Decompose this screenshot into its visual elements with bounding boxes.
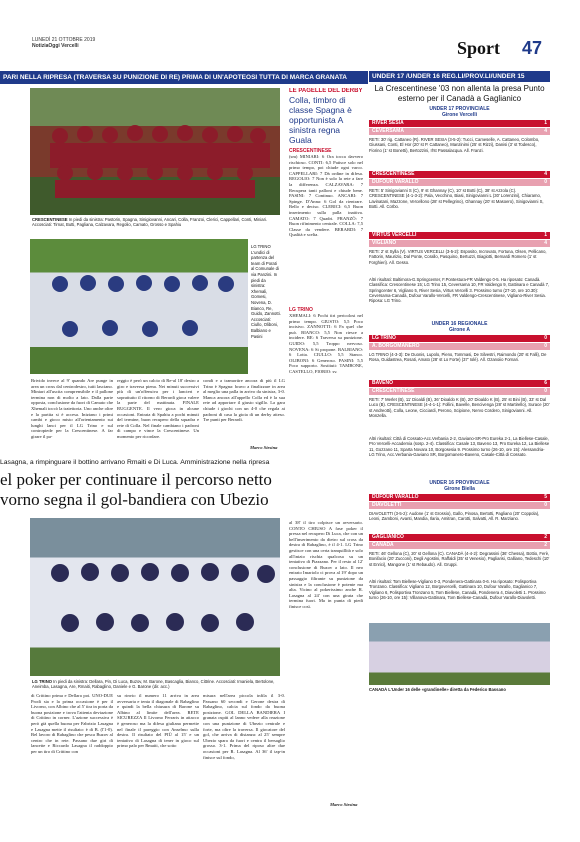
- match7-team1: GAGLIANICO: [372, 534, 404, 540]
- match7-row2: [369, 542, 550, 549]
- match3-row1: [369, 232, 550, 239]
- match3-other: Altri risultati: Baltimora-G.Springcenter, F.Pontestura-FR Valdengo 0-5. Ha riposato: Canadà. Classifica: Crescentinese 15; LG Trino 15, Ceversama 10, FR Valdengo 9, Gattinara e Canadà 7, Springcenter 6, Vigliano 5, River Sesia, Virtus Vercelli 3. Prossimo turno (27-10, ore 10.30): Ceversama-Canadà, Dufour Varallo-Vercelli, FR Valdengo-Crescentinese, Vigliano-River Sesia. Riposa: LG Trino.: [369, 277, 550, 304]
- match2-team2: DUFOUR VARALLO: [372, 179, 419, 185]
- players-illustration-2: [30, 239, 248, 374]
- second-headline-1: el poker per continuare il percorso netto: [0, 470, 272, 489]
- match6-score2: 0: [544, 502, 547, 508]
- match2-row1: [369, 171, 550, 178]
- match2-score1: 4: [544, 171, 547, 177]
- match7-other: Altri risultati: Tom Biellese-Vigliano 0-3, Pondenera-Gattinara 0-6. Ha riposato: Polisportiva Tronzano. Classifica: Vigliano 12, Borgovercelli, Gattinara 10, Dufour Varallo, Gaglianico 7, Vigliano 6, Polisportiva Tronzano 5, Tom Biellese, Canadà, Pondenera 4, Diavoletti 1. Prossimo turno (26-10, ore 15): Villanova-Gattinara, Tom Biellese-Canadà, Dufour Varallo-Diavoletti.: [369, 579, 546, 600]
- sub3: UNDER 16 PROVINCIALE: [429, 480, 490, 486]
- match3-score2: 4: [544, 240, 547, 246]
- photo1-caption-head: CRESCENTINESE: [32, 217, 68, 222]
- photo2-caption: LG TRINO L'undici di partenza del team di Porati al Comunale di via Panzini. In piedi da sinistra: Xhemali, Gomesi, Novena, D. Bianco, Re, Guido, Zannotti. Accosciati: Ciullo, Oliboni, Balbiano e Pasini: [251, 244, 281, 339]
- second-signature: Marco Siesina: [330, 802, 358, 807]
- match1-score2: 4: [544, 128, 547, 134]
- team-photo-crescentinese: [30, 88, 280, 215]
- match6-text: DIAVOLETTI (3-5-2): Audone (1' st Grossio), Gallo, Pinosa, Bertotti, Pagliano (20' Coppola), Leoni, Zamboni, Avanti, Mandia, Ilaria, Amitran, Carotti, Salvatti, All. R. Marziano.: [369, 511, 540, 522]
- match3-team2: VIGLIANO: [372, 240, 397, 246]
- match6-team1: DUFOUR VARALLO: [372, 494, 419, 500]
- match4-row2: [369, 343, 550, 350]
- pagelle-body1: (sm) MINIARI: 6 Ora tocca davvero rischioso. CONTI: 6,5 Patisce solo nel primo tempo, poi chiude ogni varco. CAPPELLARI: 7 Dà ordine in difesa. REGOLIO: 7 Non è solo la rete a fare la differenza. CALZAVARA: 7 Recupera tanti palloni e chiude bene. PASINI: 7 Continuo. ANCARI: 7 Spinge. D'Anna: 6 Gol da rientrare. Bello e deciso. CLERICI: 6,5 Buon inserimento sulla palla inattiva. CAMATO: 7 Quadri. FRANZÒ: 7 Buon rifinimento centrale. COLLA: 7,5 Classe da vendere. BERARDI: 7 Qualità e scelta.: [289, 154, 363, 238]
- photo3-caption-text: In piedi da sinistra: Dellara, Pin, Di Luca, Buzov, M. Barone, Bascaglia, Bianco, Cittrine. Accosciati: Imaniela, Bertolone, Aneimba, Lasagna, Are, Rmaiti, Rabaglino, Daniele e G. Barone (dir. acc.): [32, 679, 275, 690]
- match7-team2: CANADÀ: [372, 542, 394, 548]
- sub1b: Girone Vercelli: [441, 112, 478, 118]
- section-title: Sport: [457, 38, 501, 58]
- page-number: 47: [522, 38, 543, 58]
- second-kicker: Lasagna, a rimpinguare il bottino arrivano Rmaiti e Di Luca. Amministrazione nella ripresa: [0, 459, 270, 466]
- second-body-col-a: di Crittino prima e Dellara poi. UNO-DUE Prodi sia e la prima occasione è per il Livorno, con Albino che al 5' tira in porta da buona posizione e trova l'attenta deviazione di Crittino in corner. L'azione successiva è però già quella buona per Fabrizio Lasagna e Lasagna mette il risultato: è di B. (l'1-0). Bel lavoro di Rabaglino che pesca Buzov al centro che in rete. Passano due giri di lancette e Riccardo Lasagna il raddoppio per un tiro di Crittino con: [31, 693, 113, 754]
- top-body-signature: Marco Siesina: [250, 445, 278, 450]
- match4-team2: A. BORGOMANERO: [372, 343, 420, 349]
- match4-team1: LG TRINO: [372, 335, 396, 341]
- match2-score2: 0: [544, 179, 547, 185]
- header-date: LUNEDÌ 21 OTTOBRE 2019: [32, 37, 96, 43]
- match4-score1: 0: [544, 335, 547, 341]
- match3-team1: VIRTUS VERCELLI: [372, 232, 417, 238]
- canada-caption: CANADÀ L'Under 16 delle «grandinelle» diretta da Federico Bassano: [369, 687, 506, 692]
- header-paper: NotiziaOggi Vercelli: [32, 43, 79, 49]
- match2-row2: [369, 179, 550, 186]
- second-headline-2: vorno segna il gol-bandiera con Ubezio: [0, 490, 269, 509]
- sub3b: Girone Biella: [444, 486, 475, 492]
- match2-team1: CRESCENTINESE: [372, 171, 415, 177]
- match5-row2: [369, 388, 550, 395]
- match4-row1: [369, 335, 550, 342]
- match3-score1: 1: [544, 232, 547, 238]
- right-column: [369, 71, 550, 816]
- match1-text: RETI: 30' rig. Cattaneo (R). RIVER SESIA (3-5-2): Tucci, Cameselle, A. Cattaneo, Colombo, Giussani, Conti, El Hor (20' st P. Cattaneo), Manzinimi (25' st Rizzi), Danisi (3' st Todesco), Fiorino (1' st Bonetti), Bertozzini, Il'st Passalacqua. All. Franzi.: [369, 137, 540, 153]
- right-header: UNDER 17 /UNDER 16 REG.LI/PROV.LI/UNDER 15: [369, 71, 550, 82]
- players-illustration: [30, 88, 280, 215]
- match6-row2: [369, 502, 550, 509]
- top-body-col-b: reggio è però un calcio di Re-al 18' destro a giro e traversa piena. Nei minuti successivi più di un'offensiva per i lancieri e soprattutto il ritorno di Berardi gioca valere la parte del mattinata. FINALE RUGGENTE. Il vero gioca in alcune occasioni. Entrata di Spahiu a pochi minuti del termine, buon recupero della squadra e rete di Colla. Nel finale cambiano i padroni di campo e vince la Crescentinese. Un momento per ricordare.: [117, 378, 199, 439]
- players-illustration-3: [30, 518, 280, 676]
- match1-score1: 1: [544, 120, 547, 126]
- match1-team1: RIVER SESIA: [372, 120, 404, 126]
- match1-team2: CEVERSAMA: [372, 128, 404, 134]
- match7-score1: 2: [544, 534, 547, 540]
- match5-team1: BAVENO: [372, 380, 394, 386]
- second-body-col-c: misura nell'area piccola infila il 3-0. Passano 60 secondi e Gerone destra di Rabaglino, calcia sul fondo da buona posizione. GOL DELLA BANDIERA I granata ospiti al lanno vedere alla reazione con una punizione di Ubezio centrale e forte, ma oltre la traversa. Il giocatore del gol, che arriva di distanza: al 25' sempre Ubezio spara da fuori e centra il bersaglio grosso. 3-1. Prima del riposo altre due occasioni per R. Lasagna. Al 36' il tap-in finisce sul fondo,: [203, 693, 285, 760]
- team-photo-lg-trino-2: [30, 518, 280, 676]
- photo1-caption-text: In piedi da sinistra: Pastorin, Spagna, Sinigiovanni, Ancari, Colla, Franzoi, Clerici, Cappellari, Conti, Miniari. Accosciati: Tirnat, Butti, Pagliana, Calzavara, Regolio, Camato, Grosso e Spahiu: [32, 217, 268, 228]
- match3-text: RETI: 2' st Sylla (V). VIRTUS VERCELLI (3-5-2): Esposito, Incrovato, Fortuna, Olsen, Pellicano, Fattorin, Maurizio, Dal Ponte, Corallo, Pasquino, Bertuzzi, Biagiotti, Bernardi Romero (1' st Forghieri). All. Gesso.: [369, 249, 547, 265]
- photo1-caption: [32, 217, 282, 227]
- match5-score1: 6: [544, 380, 547, 386]
- pagelle-sub: Colla, timbro di classe Spagna è opportunista A sinistra regna Guala: [289, 95, 352, 145]
- photo3-caption: [32, 679, 282, 689]
- match7-score2: 2: [544, 542, 547, 548]
- team-photo-lg-trino: [30, 239, 248, 374]
- canada-photo: [369, 623, 550, 685]
- match5-team2: CRESCENTINESE: [372, 388, 415, 394]
- match5-row1: [369, 380, 550, 387]
- second-body-col-b: su rinvio il numero 11 arriva in area avversaria e tenta il diagonale di Rabaglino e quindi la bella chiusura di Barone su Albino al limite dell'area. RETE SICUREZZA Il Livorno Ferraris in attacco è generoso ma la difesa giuliana permette nel finale il pareggio con Anselmo sulla destra. Il risultato del PIÙ al 15' e un tentativo di Lasagna di tener in gioco sul primo palo per Rmaiti, che sotto: [117, 693, 199, 749]
- second-body-col-d: al 38' il tiro colpisce un avversario. CONTO CHIUSO A fase poker il pressa nel recupero Di Luca, che con un bell'inserimento da dietro sul cross da destra di Rabaglino, è il 4-1. LG Trino gestisce con una certa tranquillità e solo all'inizio rischia qualcosa su un tentativo di Piazzano. Per il resto al 12' conclusione di Buzov a lato. Il neo entrato Imariolo ci prova al 19' dopo un passaggio filtrante su punizione da sinistra e la conclusione è potente ma alta. Vicino al pokerissimo anche R. Lasagna al 24' con una girata che termina fuori. Ma in punta di piedi finisce così.: [289, 520, 363, 609]
- pagelle-head: LE PAGELLE DEL DERBY: [289, 88, 363, 94]
- pagelle-box: [289, 88, 363, 458]
- top-banner: PARI NELLA RIPRESA (TRAVERSA SU PUNIZIONE DI RE) PRIMA DI UN'APOTEOSI TUTTA DI MARCA GRANATA: [0, 71, 368, 84]
- match6-row1: [369, 494, 550, 501]
- match7-row1: [369, 534, 550, 541]
- match2-text: RETI: 5' Sinigovianni S (C), 9' st Ghannay (C), 10' st Botti (C), 38' st Azzola (C). CRESCENTINESE (4-1-3-2): Pala, Vecchino, Biasi, Sinigovianni L (30' Lorenzini), Chiaramo, Lavinatani, Mazzone, Vercellono (28' st Pellegrino), Ghannay (20' st Masoero), Sinigovianni S, Botti. All. Corbo.: [369, 188, 544, 209]
- pagelle-team1: CRESCENTINESE: [289, 148, 332, 154]
- match6-score1: 5: [544, 494, 547, 500]
- right-title: La Crescentinese '03 non allenta la presa Punto esterno per il Canadà a Gaglianico: [374, 84, 545, 103]
- match5-text: RETI: 7' Merlet (B), 11' Dioaldi (B), 36' Dioaldo K (B), 20' Dioaldo K (B), 25' st Bini (B), 33' st Dal Luco (B). CRESCENTINESE (4-4-1-1): Follini, Bavelle, Bencivenga (28' st Martirello), Surace (20' st Andreotti), Colla, Leone, Cicciardi, Perono, Scipione, Nervo Cordero, Sinigovianni. All. Monzella.: [369, 397, 550, 418]
- pagelle-team2: LG TRINO: [289, 307, 313, 313]
- top-body-col-c: condi e a tramortire ancora di più il LG Trino è Spagna: bravo a finalizzare in area al meglio una palla in arrivo da sinistra, 3-0. Manca ancora all'appello Colla ed è la sua rete ad apportare il giusto sigillo. La gara chiude i giochi con un 4-0 che regala ai padroni di casa la gioia di un derby atteso. Tre punti per Berardi.: [203, 378, 285, 423]
- match1-row2: [369, 128, 550, 135]
- match5-other: Altri risultati: Città di Cossato-Acc.Verbania 2-2, Gaviano-SR-Pro Eureka 2-1, La Biellese-Casale, Pro Vercelli-Accademia (sosp. 2-4). Classifica: Casale 13, Baveno 13, Pro Eureka 12, La Biellese 11, Gozzano 11, Sparta Novara 10, Borgosesia 9. Prossimo turno (26-10, ore 15): Alessandria-LG Trino, Acc.Verbania-Gaviano SR, Borgomanero-Baveno, Casale-Città di Cossato.: [369, 436, 550, 457]
- sub2: UNDER 16 REGIONALE: [431, 321, 488, 327]
- match7-text: RETI: 46' Gellona (C), 20' st Gellona (C). CANADÀ (4-4-2): Degrassini (36' Chessa), Bottio, Ferè, Bonifacio (20' Zucconi), Degli Agostini, Raffaldi (35' st Venesio), Pagliarisi, Galliano, Tedeschi (10' st Enrici), Mangone (1' st Rebaudo). All. Gruppi.: [369, 551, 550, 567]
- photo3-caption-head: LG TRINO: [32, 679, 53, 684]
- top-body-col-a: Brivido invece al 9' quando Are punge in area un cross dal centrodestro, tutti lasciano. Miniari all'uscita comprensibile e il pallone termina non di molto a lato. Dalla parte opposta, conclusione da fuori di Camato che Xhemali toccò la traiettoria. Uno anche oltre e la partita si è accesa. Iniziano i primi cambi e gioco misto all'orientamento sui lunghi lanci per il LG Trino e sul contropiede per la Crescentinese. A far girare il pa-: [31, 378, 113, 439]
- sub1: UNDER 17 PROVINCIALE: [429, 106, 490, 112]
- match4-score2: 0: [544, 343, 547, 349]
- match5-score2: 0: [544, 388, 547, 394]
- pagelle-body2: XHEMALI: 6 Pochi tiri pericolosi nel primo tempo. GIUSTO: 5,5 Poco incisivo. ZANNOTTI: 6 Fa quel che può. BIANCO: 5,5 Non riesce a incidere. RE: 6 Traversa su punizione. GUIDO: 5,5 Troppo nervoso. NOVENA: 6 Si propone. BALBIANO: 6 Lotta. CIULLO: 5,5 Stanco. OLIBONI: 6 Generoso. PASINI: 5,5 Poco supporto. Sostituti: TAMBONE, CASTELLO, FIORIO: sv.: [289, 313, 363, 374]
- page-header: [0, 0, 580, 64]
- match6-team2: DIAVOLETTI: [372, 502, 402, 508]
- match4-text: LG TRINO (4-3-3): De Duonis, Lupolo, Pieno, Tommasi, De Silvestri, Raimondo (20' st Falli), De Rosa, Guidastrea, Rosati, Amato (28' st Lo Forte) (37' Iolè). All. Ozanoiio Fornari.: [369, 352, 547, 363]
- match1-row1: [369, 120, 550, 127]
- match3-row2: [369, 240, 550, 247]
- sub2b: Girone A: [449, 327, 470, 333]
